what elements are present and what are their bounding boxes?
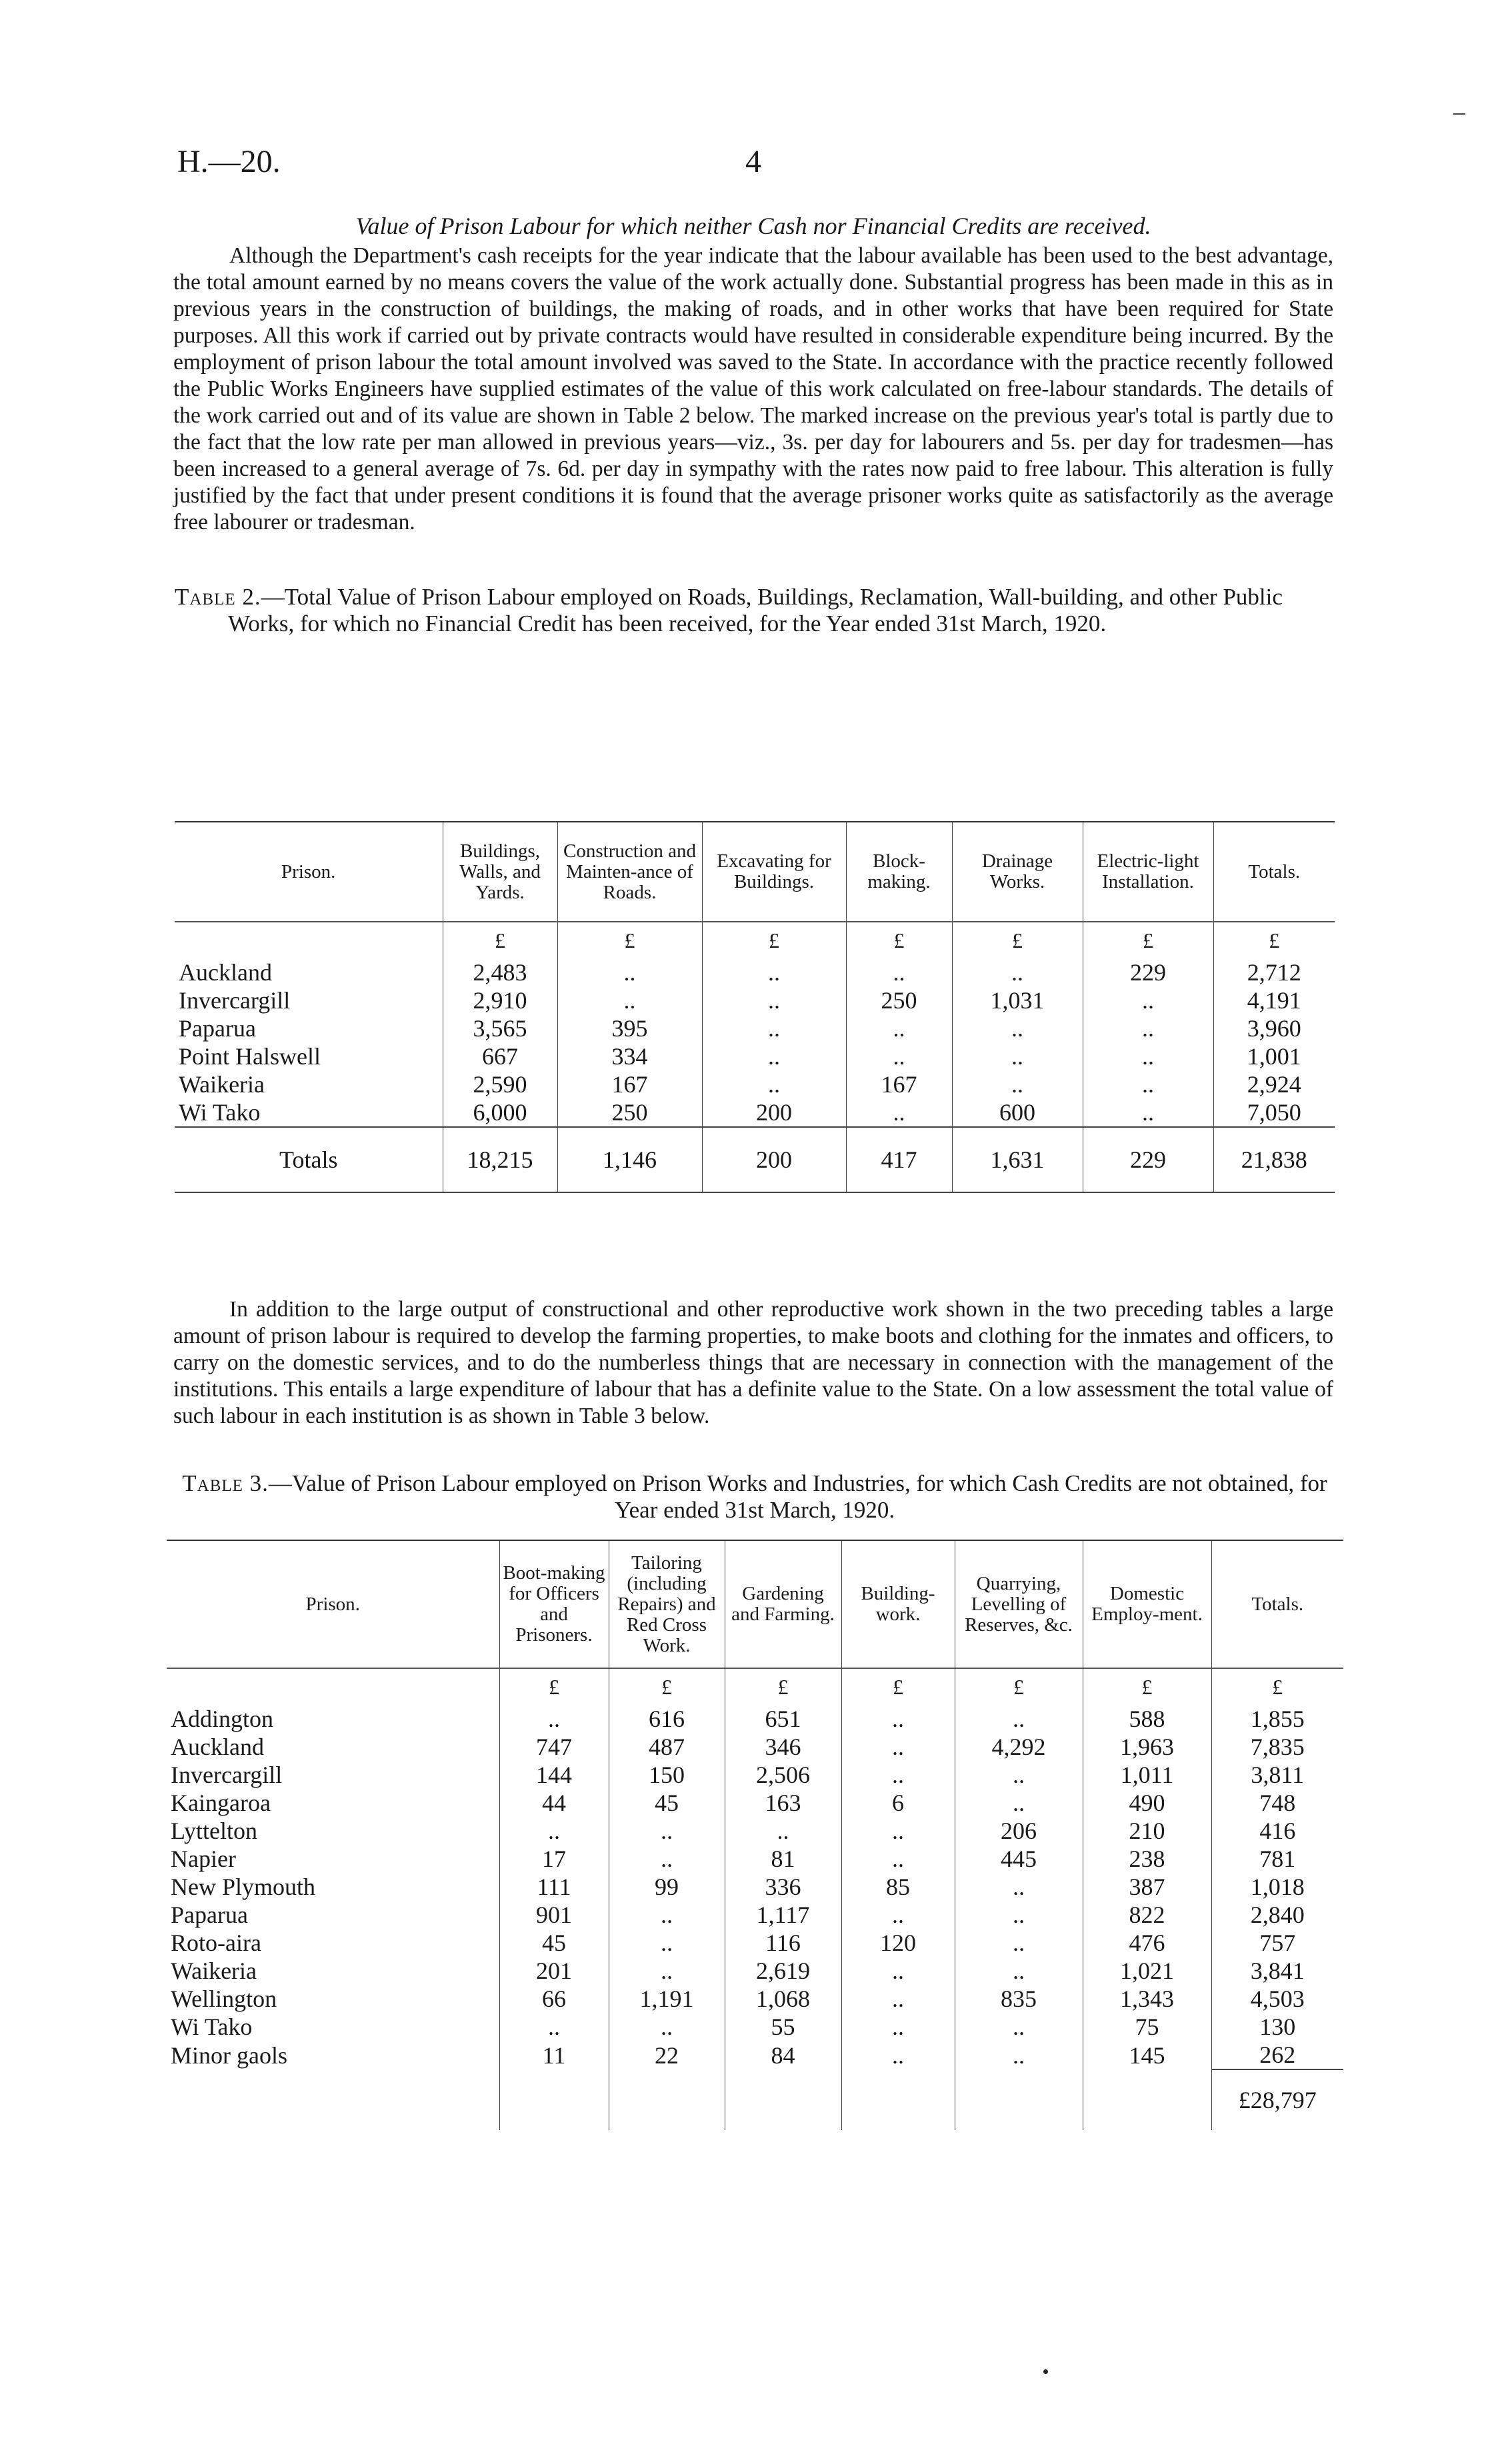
table2-unit-cell: £ <box>1213 922 1335 958</box>
table3-value-cell: 120 <box>841 1929 955 1957</box>
table3-value-cell: 7,835 <box>1211 1733 1343 1761</box>
table2-value-cell: .. <box>557 986 702 1014</box>
table2-prison-cell <box>175 1098 443 1127</box>
table3-row <box>167 1985 1343 2013</box>
table3-value-cell: .. <box>609 1817 725 1845</box>
table3-value-cell: 6 <box>841 1789 955 1817</box>
table3-value-cell: .. <box>725 1817 841 1845</box>
table3-value-cell: .. <box>499 2013 609 2041</box>
table2-value-cell: 395 <box>557 1014 702 1042</box>
table3-grand-total-row <box>167 2069 1343 2130</box>
section-heading: Value of Prison Labour for which neither Cash nor Financial Credits are received. <box>355 213 1151 239</box>
table2-row <box>175 1042 1335 1070</box>
table2-value-cell: .. <box>702 1070 846 1098</box>
table3-value-cell: .. <box>955 2041 1083 2069</box>
table3-unit-cell: £ <box>1083 1668 1211 1705</box>
margin-mark <box>1453 113 1465 115</box>
table2-value-cell: 167 <box>846 1070 952 1098</box>
table3-value-cell: 11 <box>499 2041 609 2069</box>
table3-unit-spacer <box>167 1668 499 1705</box>
table3-prison-name: Paparua <box>171 1901 248 1928</box>
table2-total-cell: 229 <box>1083 1127 1213 1192</box>
paragraph-prison-labour-value: Although the Department's cash receipts for the year indicate that the labour available has been used to the best advantage, the total amount earned by no means covers the value of the work actually done. Substantial progress has been made in this as in previous years in the construction of buildings, the making of roads, and in other works that have been required for State purposes. All this work if carried out by private contracts would have resulted in considerable expenditure being incurred. By the employment of prison labour the total amount involved was saved to the State. In accordance with the practice recently followed the Public Works Engineers have supplied estimates of the value of this work calculated on free-labour standards. The details of the work carried out and of its value are shown in Table 2 below. The marked increase on the previous year's total is partly due to the fact that the low rate per man allowed in previous years—viz., 3s. per day for labourers and 5s. per day for tradesmen—has been increased to a general average of 7s. 6d. per day in sympathy with the rates now paid to free labour. This alteration is fully justified by the fact that under present conditions it is found that the average prisoner works quite as satisfactorily as the average free labourer or tradesman. <box>173 243 1333 535</box>
table3-value-cell: 835 <box>955 1985 1083 2013</box>
table3-blank-cell <box>499 2069 609 2130</box>
table2-unit-cell: £ <box>557 922 702 958</box>
table2-value-cell: 1,031 <box>952 986 1083 1014</box>
table3-prison-name: Invercargill <box>171 1762 283 1788</box>
table3-value-cell: 116 <box>725 1929 841 1957</box>
table3-header: Gardening and Farming. <box>725 1540 841 1668</box>
table2-value-cell: .. <box>846 1098 952 1127</box>
table2-value-cell: .. <box>1083 1098 1213 1127</box>
table2-prison-name: Auckland <box>179 959 272 986</box>
table3-value-cell: .. <box>955 2013 1083 2041</box>
table3-value-cell: 85 <box>841 1873 955 1901</box>
table2-total-cell: 1,631 <box>952 1127 1083 1192</box>
table2-header: Totals. <box>1213 822 1335 922</box>
table2-prison-cell <box>175 1014 443 1042</box>
table3-prison-name: Auckland <box>171 1734 264 1760</box>
table2-total-cell: 1,146 <box>557 1127 702 1192</box>
table2-value-cell: 6,000 <box>443 1098 557 1127</box>
table3-prison-name: Addington <box>171 1706 274 1732</box>
table3-value-cell: 111 <box>499 1873 609 1901</box>
table3-value-cell: .. <box>841 1705 955 1733</box>
table2-value-cell: .. <box>702 986 846 1014</box>
table3-value-cell: .. <box>955 1901 1083 1929</box>
table2-value-cell: .. <box>557 958 702 986</box>
table3-value-cell: 748 <box>1211 1789 1343 1817</box>
table3-value-cell: 163 <box>725 1789 841 1817</box>
table2-total-cell: 200 <box>702 1127 846 1192</box>
table2-total-cell: 417 <box>846 1127 952 1192</box>
table3-value-cell: 1,018 <box>1211 1873 1343 1901</box>
table3-prison-cell <box>167 1929 499 1957</box>
table2-unit-cell: £ <box>1083 922 1213 958</box>
table3-prison-cell <box>167 1985 499 2013</box>
table3-value-cell: 3,811 <box>1211 1761 1343 1789</box>
table3-row <box>167 1733 1343 1761</box>
table3-row <box>167 1789 1343 1817</box>
table3-value-cell: 416 <box>1211 1817 1343 1845</box>
table2-value-cell: 250 <box>557 1098 702 1127</box>
table3-value-cell: .. <box>609 2013 725 2041</box>
table3-prison-cell <box>167 1761 499 1789</box>
table3-prison-cell <box>167 2041 499 2069</box>
table3-value-cell: 490 <box>1083 1789 1211 1817</box>
table3-value-cell: 1,117 <box>725 1901 841 1929</box>
table3-prison-name: New Plymouth <box>171 1873 316 1900</box>
table3-value-cell: 346 <box>725 1733 841 1761</box>
table3-header: Totals. <box>1211 1540 1343 1668</box>
table3-value-cell: 445 <box>955 1845 1083 1873</box>
table3-blank-cell <box>167 2069 499 2130</box>
table3-value-cell: 144 <box>499 1761 609 1789</box>
table2-value-cell: 1,001 <box>1213 1042 1335 1070</box>
table2-value-cell: .. <box>952 958 1083 986</box>
table3-value-cell: .. <box>841 1985 955 2013</box>
table3-label: Table 3. <box>182 1470 269 1496</box>
table3-prison-name: Wi Tako <box>171 2013 253 2040</box>
table3-value-cell: .. <box>955 1957 1083 1985</box>
table2-value-cell: 2,910 <box>443 986 557 1014</box>
table3-value-cell: 66 <box>499 1985 609 2013</box>
table3-value-cell: 1,191 <box>609 1985 725 2013</box>
table3-prison-cell <box>167 1845 499 1873</box>
table3-value-cell: 81 <box>725 1845 841 1873</box>
table2-unit-cell: £ <box>702 922 846 958</box>
table3-value-cell: 22 <box>609 2041 725 2069</box>
table2-prison-cell <box>175 958 443 986</box>
table3-row <box>167 1929 1343 1957</box>
table3-header: Prison. <box>167 1540 499 1668</box>
table3-row <box>167 1845 1343 1873</box>
table2-header: Drainage Works. <box>952 822 1083 922</box>
table2-value-cell: .. <box>702 1042 846 1070</box>
table3-value-cell: 822 <box>1083 1901 1211 1929</box>
table3-value-cell: .. <box>841 1901 955 1929</box>
table3-value-cell: 757 <box>1211 1929 1343 1957</box>
table2-prison-name: Waikeria <box>179 1071 265 1098</box>
table2-unit-spacer <box>175 922 443 958</box>
table3-unit-row <box>167 1668 1343 1705</box>
table3-unit-cell: £ <box>725 1668 841 1705</box>
table2-value-cell: 334 <box>557 1042 702 1070</box>
table3-prison-cell <box>167 1901 499 1929</box>
table2-value-cell: 2,712 <box>1213 958 1335 986</box>
table3-prison-cell <box>167 1789 499 1817</box>
table3-body <box>167 1668 1343 2130</box>
table3-row <box>167 1957 1343 1985</box>
table2-value-cell: .. <box>952 1070 1083 1098</box>
table3-prison-name: Minor gaols <box>171 2041 287 2069</box>
table2-unit-row <box>175 922 1335 958</box>
table2-value-cell: 667 <box>443 1042 557 1070</box>
table2-value-cell: .. <box>702 958 846 986</box>
ink-dot <box>1043 2369 1048 2374</box>
table2-prison-name: Paparua <box>179 1015 256 1042</box>
table2-header: Prison. <box>175 822 443 922</box>
table3-value-cell: 45 <box>499 1929 609 1957</box>
table2-row <box>175 1070 1335 1098</box>
table3-prison-cell <box>167 1817 499 1845</box>
table3 <box>167 1540 1343 2130</box>
table2-totals-row <box>175 1127 1335 1192</box>
table2 <box>175 821 1335 1193</box>
table2-value-cell: 2,924 <box>1213 1070 1335 1098</box>
table3-header-row <box>167 1540 1343 1668</box>
table2-value-cell: 250 <box>846 986 952 1014</box>
table3-value-cell: .. <box>609 1929 725 1957</box>
table2-caption-text: —Total Value of Prison Labour employed on Roads, Buildings, Reclamation, Wall-building, and other Public Works, for which no Financial Credit has been received, for the Year ended 31st March, 1920. <box>228 584 1283 636</box>
table3-value-cell: 44 <box>499 1789 609 1817</box>
table3-blank-cell <box>609 2069 725 2130</box>
table2-value-cell: .. <box>1083 1070 1213 1098</box>
table3-value-cell: 616 <box>609 1705 725 1733</box>
table2-header: Block-making. <box>846 822 952 922</box>
table2-prison-cell <box>175 1042 443 1070</box>
table2-prison-cell <box>175 986 443 1014</box>
table3-value-cell: 476 <box>1083 1929 1211 1957</box>
table2-value-cell: .. <box>1083 1042 1213 1070</box>
table2-row <box>175 1098 1335 1127</box>
table3-row <box>167 1873 1343 1901</box>
table3-value-cell: 487 <box>609 1733 725 1761</box>
table2-value-cell: .. <box>846 1014 952 1042</box>
table3-value-cell: 99 <box>609 1873 725 1901</box>
table2-value-cell: 2,590 <box>443 1070 557 1098</box>
table2-value-cell: .. <box>846 1042 952 1070</box>
table3-value-cell: .. <box>955 1873 1083 1901</box>
table3-unit-cell: £ <box>955 1668 1083 1705</box>
table2-unit-cell: £ <box>443 922 557 958</box>
table2-label: Table 2. <box>175 584 261 610</box>
table3-value-cell: 150 <box>609 1761 725 1789</box>
table2-value-cell: 600 <box>952 1098 1083 1127</box>
table2-value-cell: 4,191 <box>1213 986 1335 1014</box>
table3-value-cell: 262 <box>1211 2041 1343 2069</box>
table2-value-cell: 3,960 <box>1213 1014 1335 1042</box>
table2-value-cell: 3,565 <box>443 1014 557 1042</box>
table3-prison-cell <box>167 2013 499 2041</box>
table2-value-cell: 167 <box>557 1070 702 1098</box>
table2-header: Construction and Mainten-ance of Roads. <box>557 822 702 922</box>
table3-value-cell: 238 <box>1083 1845 1211 1873</box>
table2-value-cell: 229 <box>1083 958 1213 986</box>
table3-prison-cell <box>167 1957 499 1985</box>
table3-grand-total: £28,797 <box>1211 2069 1343 2130</box>
table3-prison-name: Roto-aira <box>171 1929 261 1956</box>
table3-value-cell: .. <box>841 1817 955 1845</box>
table3-value-cell: 2,506 <box>725 1761 841 1789</box>
table2-row <box>175 958 1335 986</box>
table3-caption-text: —Value of Prison Labour employed on Prison Works and Industries, for which Cash Credits are not obtained, for Year ended 31st March, 1920. <box>268 1470 1327 1523</box>
table3-value-cell: 55 <box>725 2013 841 2041</box>
table3-value-cell: .. <box>955 1705 1083 1733</box>
table2-prison-name: Wi Tako <box>179 1099 261 1126</box>
paragraph-additional-labour: In addition to the large output of constructional and other reproductive work shown in the two preceding tables a large amount of prison labour is required to develop the farming properties, to make boots and clothing for the inmates and officers, to carry on the domestic services, and to do the numberless things that are necessary in connection with the management of the institutions. This entails a large expenditure of labour that has a definite value to the State. On a low assessment the total value of such labour in each institution is as shown in Table 3 below. <box>173 1297 1333 1428</box>
table2-unit-cell: £ <box>846 922 952 958</box>
table3-value-cell: .. <box>841 1761 955 1789</box>
table2-value-cell: .. <box>1083 986 1213 1014</box>
table3-prison-cell <box>167 1705 499 1733</box>
table3-prison-cell <box>167 1873 499 1901</box>
table2-header: Excavating for Buildings. <box>702 822 846 922</box>
table3-row <box>167 1705 1343 1733</box>
table3-value-cell: .. <box>609 1957 725 1985</box>
table2-prison-cell <box>175 1070 443 1098</box>
table3-blank-cell <box>725 2069 841 2130</box>
table3-row <box>167 2041 1343 2069</box>
table2-total-cell: 21,838 <box>1213 1127 1335 1192</box>
table3-value-cell: 17 <box>499 1845 609 1873</box>
table2-value-cell: .. <box>702 1014 846 1042</box>
table2-caption <box>175 584 1335 637</box>
table3-value-cell: 4,292 <box>955 1733 1083 1761</box>
table3-value-cell: 387 <box>1083 1873 1211 1901</box>
table2-value-cell: .. <box>952 1014 1083 1042</box>
table3-value-cell: 1,963 <box>1083 1733 1211 1761</box>
table2-row <box>175 1014 1335 1042</box>
table3-prison-name: Napier <box>171 1846 236 1872</box>
table3-value-cell: .. <box>499 1817 609 1845</box>
table3-value-cell: 588 <box>1083 1705 1211 1733</box>
table3-value-cell: 1,068 <box>725 1985 841 2013</box>
table3-value-cell: 130 <box>1211 2013 1343 2041</box>
table2-header: Electric-light Installation. <box>1083 822 1213 922</box>
table3-value-cell: 75 <box>1083 2013 1211 2041</box>
table3-value-cell: .. <box>609 1901 725 1929</box>
table2-value-cell: 7,050 <box>1213 1098 1335 1127</box>
table2-header-row <box>175 822 1335 922</box>
table2-header: Buildings, Walls, and Yards. <box>443 822 557 922</box>
table3-value-cell: 206 <box>955 1817 1083 1845</box>
table3-blank-cell <box>841 2069 955 2130</box>
table3-blank-cell <box>955 2069 1083 2130</box>
table3-header: Boot-making for Officers and Prisoners. <box>499 1540 609 1668</box>
table3-value-cell: 1,855 <box>1211 1705 1343 1733</box>
table2-value-cell: 200 <box>702 1098 846 1127</box>
table3-value-cell: .. <box>499 1705 609 1733</box>
table3-value-cell: .. <box>841 1845 955 1873</box>
table3-header: Quarrying, Levelling of Reserves, &c. <box>955 1540 1083 1668</box>
table3-value-cell: .. <box>841 2013 955 2041</box>
table3-value-cell: 781 <box>1211 1845 1343 1873</box>
table3-value-cell: .. <box>841 2041 955 2069</box>
table3-prison-cell <box>167 1733 499 1761</box>
table3-caption <box>168 1470 1341 1524</box>
table2-value-cell: .. <box>952 1042 1083 1070</box>
table3-unit-cell: £ <box>499 1668 609 1705</box>
table3-row <box>167 1901 1343 1929</box>
table3-value-cell: 651 <box>725 1705 841 1733</box>
table3-value-cell: 3,841 <box>1211 1957 1343 1985</box>
table3-header: Domestic Employ-ment. <box>1083 1540 1211 1668</box>
table3-value-cell: 45 <box>609 1789 725 1817</box>
table3-value-cell: 1,343 <box>1083 1985 1211 2013</box>
table2-value-cell: .. <box>846 958 952 986</box>
table3-value-cell: .. <box>609 1845 725 1873</box>
table2-body <box>175 922 1335 1192</box>
table3-prison-name: Kaingaroa <box>171 1790 271 1816</box>
table3-row <box>167 1761 1343 1789</box>
table3-blank-cell <box>1083 2069 1211 2130</box>
table3-header: Tailoring (including Repairs) and Red Cross Work. <box>609 1540 725 1668</box>
table3-unit-cell: £ <box>841 1668 955 1705</box>
table3-value-cell: 84 <box>725 2041 841 2069</box>
document-code: H.—20. <box>177 144 281 179</box>
table3-value-cell: 4,503 <box>1211 1985 1343 2013</box>
table3-prison-name: Wellington <box>171 1985 277 2012</box>
table3-value-cell: .. <box>955 1929 1083 1957</box>
table3-value-cell: 2,619 <box>725 1957 841 1985</box>
table3-value-cell: .. <box>955 1789 1083 1817</box>
table2-prison-name: Point Halswell <box>179 1043 321 1070</box>
table2-total-cell: 18,215 <box>443 1127 557 1192</box>
table3-value-cell: 747 <box>499 1733 609 1761</box>
table2-value-cell: .. <box>1083 1014 1213 1042</box>
table3-value-cell: .. <box>841 1733 955 1761</box>
table3-unit-cell: £ <box>609 1668 725 1705</box>
table3-prison-name: Lyttelton <box>171 1818 257 1844</box>
table3-prison-name: Waikeria <box>171 1957 257 1984</box>
table3-unit-cell: £ <box>1211 1668 1343 1705</box>
table2-unit-cell: £ <box>952 922 1083 958</box>
table2-prison-name: Invercargill <box>179 987 291 1014</box>
table3-value-cell: .. <box>955 1761 1083 1789</box>
table2-totals-label: Totals <box>175 1127 443 1192</box>
table3-value-cell: 1,021 <box>1083 1957 1211 1985</box>
table3-value-cell: 901 <box>499 1901 609 1929</box>
table3-value-cell: 210 <box>1083 1817 1211 1845</box>
table3-value-cell: 336 <box>725 1873 841 1901</box>
table2-row <box>175 986 1335 1014</box>
table2-value-cell: 2,483 <box>443 958 557 986</box>
table3-value-cell: 1,011 <box>1083 1761 1211 1789</box>
table3-row <box>167 1817 1343 1845</box>
table3-value-cell: 145 <box>1083 2041 1211 2069</box>
table3-value-cell: .. <box>841 1957 955 1985</box>
table3-value-cell: 2,840 <box>1211 1901 1343 1929</box>
table3-value-cell: 201 <box>499 1957 609 1985</box>
page-number: 4 <box>745 144 761 179</box>
table3-row <box>167 2013 1343 2041</box>
table3-header: Building-work. <box>841 1540 955 1668</box>
